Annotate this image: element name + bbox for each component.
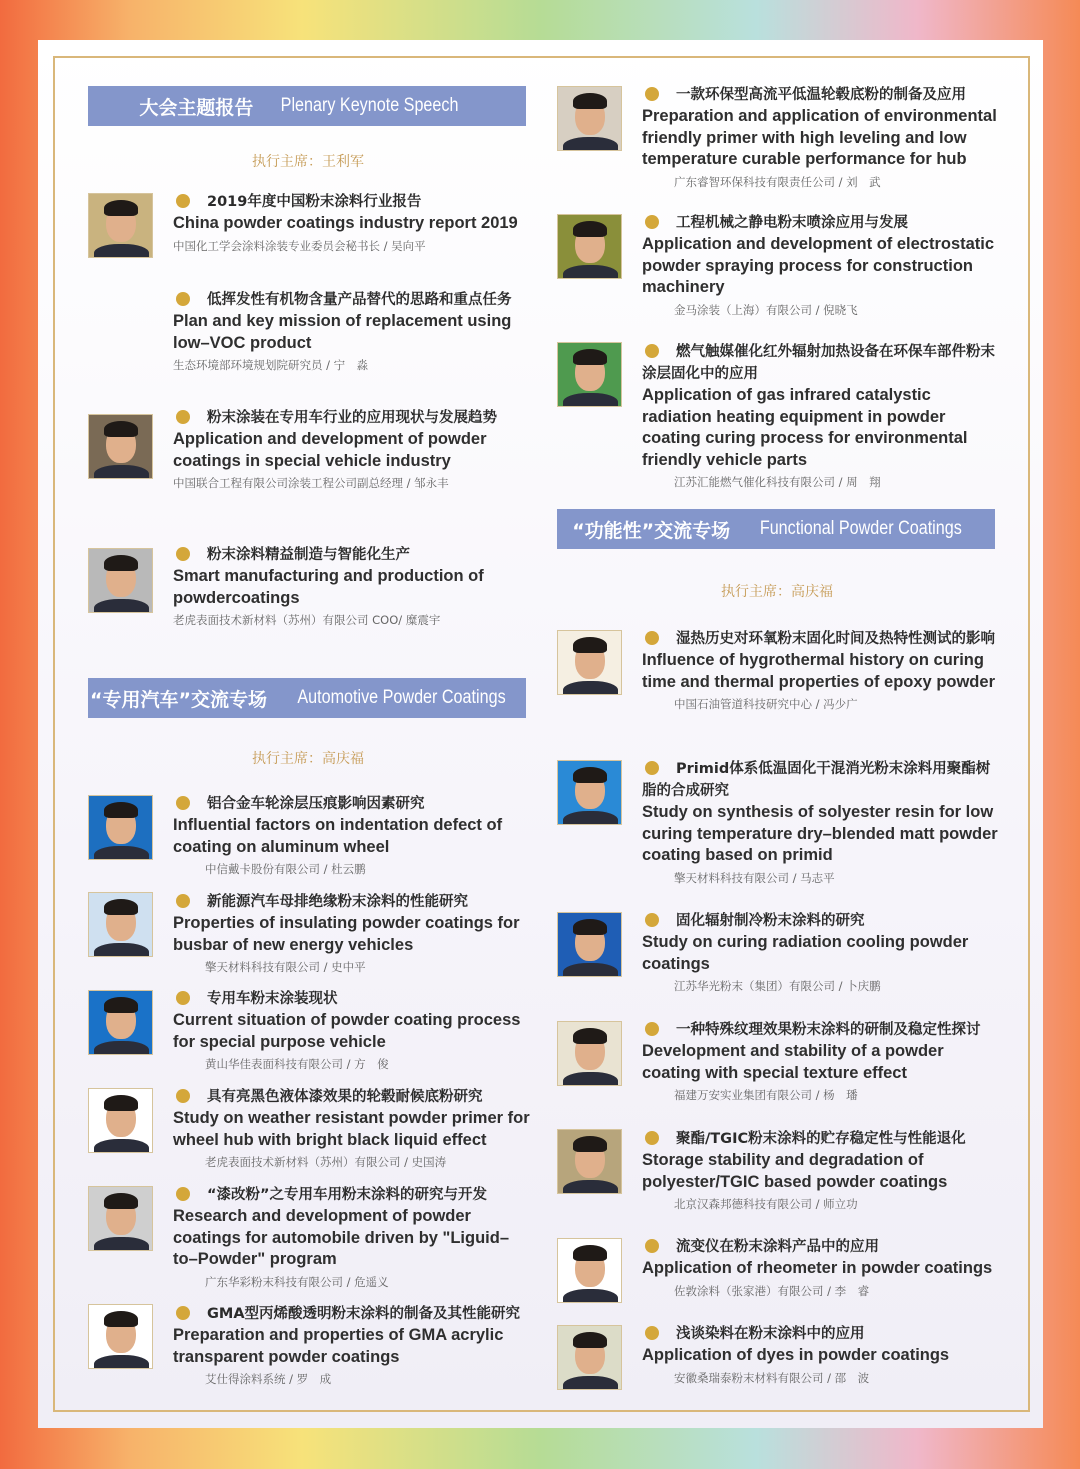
talk-title-cn — [642, 910, 1002, 932]
talk-title-cn — [642, 1019, 1002, 1041]
bullet-icon — [176, 547, 190, 561]
bullet-icon — [176, 410, 190, 424]
talk-title-cn-text: 一种特殊纹理效果粉末涂料的研制及稳定性探讨 — [676, 1022, 981, 1038]
bullet-icon — [176, 894, 190, 908]
speaker-affiliation: 江苏华光粉末（集团）有限公司 / 卜庆鹏 — [674, 979, 881, 993]
bullet-icon — [645, 1239, 659, 1253]
speaker-affiliation: 擎天材料科技有限公司 / 史中平 — [205, 960, 366, 974]
talk-title-cn — [173, 1184, 533, 1206]
speaker-photo — [88, 1088, 153, 1153]
section-title-cn: “功能性”交流专场 — [572, 519, 731, 542]
talk-title-cn — [173, 191, 533, 213]
talk-title-cn — [642, 84, 1002, 106]
bullet-icon — [645, 913, 659, 927]
talk-title-en: Smart manufacturing and production of powdercoatings — [173, 567, 484, 607]
talk-title-cn — [173, 407, 533, 429]
talk-item — [642, 84, 1002, 192]
speaker-affiliation: 金马涂装（上海）有限公司 / 倪晓飞 — [674, 302, 858, 317]
talk-title-en: Application and development of powder coatings in special vehicle industry — [173, 430, 487, 470]
speaker-photo — [88, 892, 153, 957]
speaker-photo — [557, 760, 622, 825]
talk-title-cn-text: 工程机械之静电粉末喷涂应用与发展 — [676, 215, 908, 231]
talk-title-cn — [642, 628, 1002, 650]
bullet-icon — [645, 344, 659, 358]
speaker-photo — [88, 990, 153, 1055]
bullet-icon — [176, 292, 190, 306]
talk-item — [642, 212, 1002, 320]
section-title-en: Functional Powder Coatings — [759, 518, 962, 539]
talk-title-cn-text: 新能源汽车母排绝缘粉末涂料的性能研究 — [207, 894, 468, 910]
speaker-affiliation: 江苏汇能燃气催化科技有限公司 / 周 翔 — [674, 475, 881, 489]
talk-title-cn-text: GMA型丙烯酸透明粉末涂料的制备及其性能研究 — [207, 1306, 521, 1322]
speaker-affiliation: 中国联合工程有限公司涂装工程公司副总经理 / 邹永丰 — [173, 476, 449, 490]
speaker-affiliation: 生态环境部环境规划院研究员 / 宁 淼 — [173, 358, 369, 372]
talk-title-cn-text: 燃气触媒催化红外辐射加热设备在环保车部件粉末涂层固化中的应用 — [642, 344, 995, 382]
talk-title-en: Influential factors on indentation defect of coating on aluminum wheel — [173, 816, 503, 856]
bullet-icon — [176, 796, 190, 810]
talk-title-cn-text: 低挥发性有机物含量产品替代的思路和重点任务 — [207, 292, 512, 308]
section-title-en: Automotive Powder Coatings — [297, 687, 506, 708]
talk-title-en: Application of dyes in powder coatings — [642, 1346, 950, 1364]
speaker-affiliation: 广东华彩粉末科技有限公司 / 危遥义 — [205, 1274, 389, 1289]
talk-item — [173, 544, 533, 630]
talk-title-cn-text: 专用车粉末涂装现状 — [207, 991, 338, 1007]
speaker-affiliation: 安徽桑瑞泰粉末材料有限公司 / 邵 波 — [674, 1370, 870, 1385]
speaker-photo — [88, 1304, 153, 1369]
speaker-affiliation: 福建万安实业集团有限公司 / 杨 璠 — [674, 1088, 858, 1102]
bullet-icon — [176, 1187, 190, 1201]
talk-title-cn — [173, 793, 533, 815]
talk-title-en: Storage stability and degradation of polyester/TGIC based powder coatings — [642, 1151, 948, 1191]
talk-title-cn-text: “漆改粉”之专用车用粉末涂料的研究与开发 — [207, 1187, 488, 1203]
talk-item — [642, 910, 1002, 996]
speaker-photo — [557, 342, 622, 407]
talk-title-cn — [173, 1303, 533, 1325]
talk-item — [173, 793, 533, 879]
talk-title-cn-text: 流变仪在粉末涂料产品中的应用 — [676, 1239, 879, 1255]
section-header-plenary — [88, 86, 526, 126]
talk-title-cn-text: 固化辐射制冷粉末涂料的研究 — [676, 913, 865, 929]
speaker-affiliation: 艾仕得涂料系统 / 罗 成 — [205, 1372, 332, 1386]
talk-title-cn — [173, 289, 533, 311]
talk-title-cn-text: 粉末涂装在专用车行业的应用现状与发展趋势 — [207, 410, 497, 426]
talk-title-cn — [173, 891, 533, 913]
speaker-photo — [88, 193, 153, 258]
speaker-affiliation: 老虎表面技术新材料（苏州）有限公司 COO/ 糜震宇 — [173, 613, 441, 627]
talk-title-en: Current situation of powder coating process for special purpose vehicle — [173, 1011, 521, 1051]
talk-title-cn — [642, 1236, 1002, 1258]
talk-title-cn — [642, 758, 1002, 802]
talk-title-en: China powder coatings industry report 2019 — [173, 214, 518, 232]
speaker-photo — [557, 912, 622, 977]
section-header-functional — [557, 509, 995, 549]
talk-title-cn-text: 具有亮黑色液体漆效果的轮毂耐候底粉研究 — [207, 1089, 483, 1105]
talk-title-en: Application of gas infrared catalystic radiation heating equipment in powder coating curing process for environmental friendly vehicle parts — [642, 386, 968, 469]
talk-title-cn — [642, 341, 1002, 385]
speaker-photo — [88, 1186, 153, 1251]
bullet-icon — [645, 215, 659, 229]
talk-title-cn — [642, 1128, 1002, 1150]
chair-plenary: 执行主席：王利军 — [252, 154, 364, 170]
talk-title-en: Plan and key mission of replacement using low–VOC product — [173, 312, 512, 352]
talk-title-cn-text: 湿热历史对环氧粉末固化时间及热特性测试的影响 — [676, 631, 995, 647]
talk-item — [173, 1184, 533, 1292]
talk-item — [173, 1086, 533, 1172]
talk-title-en: Application of rheometer in powder coatings — [642, 1259, 993, 1277]
talk-title-en: Preparation and properties of GMA acrylic transparent powder coatings — [173, 1326, 504, 1366]
section-title-en: Plenary Keynote Speech — [281, 95, 459, 116]
talk-item — [173, 1303, 533, 1389]
bullet-icon — [645, 87, 659, 101]
talk-title-en: Study on synthesis of solyester resin for low curing temperature dry–blended matt powder coating based on primid — [642, 803, 998, 864]
talk-title-en: Research and development of powder coatings for automobile driven by "Liguid–to–Powder" program — [173, 1207, 510, 1268]
speaker-affiliation: 中国石油管道科技研究中心 / 冯少广 — [674, 697, 858, 711]
speaker-affiliation: 黄山华佳表面科技有限公司 / 方 俊 — [205, 1057, 389, 1071]
section-title-cn: “专用汽车”交流专场 — [90, 688, 267, 711]
speaker-affiliation: 老虎表面技术新材料（苏州）有限公司 / 史国涛 — [205, 1155, 447, 1169]
bullet-icon — [645, 1131, 659, 1145]
speaker-photo — [557, 1325, 622, 1390]
section-header-automotive — [88, 678, 526, 718]
speaker-photo — [557, 1129, 622, 1194]
talk-title-en: Study on weather resistant powder primer for wheel hub with bright black liquid effect — [173, 1109, 530, 1149]
speaker-photo — [557, 1021, 622, 1086]
talk-item — [642, 1128, 1002, 1214]
talk-title-cn — [642, 1323, 1002, 1345]
chair-functional: 执行主席：高庆福 — [721, 584, 833, 600]
talk-title-en: Properties of insulating powder coatings for busbar of new energy vehicles — [173, 914, 520, 954]
bullet-icon — [645, 631, 659, 645]
talk-item — [173, 191, 533, 256]
speaker-affiliation: 中国化工学会涂料涂装专业委员会秘书长 / 吴向平 — [173, 238, 426, 253]
speaker-affiliation: 佐敦涂料（张家港）有限公司 / 李 睿 — [674, 1283, 870, 1298]
talk-item — [642, 1323, 1002, 1388]
speaker-photo — [557, 630, 622, 695]
bullet-icon — [176, 991, 190, 1005]
speaker-photo — [557, 1238, 622, 1303]
talk-item — [173, 407, 533, 493]
talk-title-en: Preparation and application of environmental friendly primer with high leveling and low temperature curable performance for hub — [642, 107, 997, 168]
bullet-icon — [176, 1306, 190, 1320]
talk-title-cn — [642, 212, 1002, 234]
talk-title-en: Application and development of electrostatic powder spraying process for construction machinery — [642, 235, 995, 296]
bullet-icon — [176, 194, 190, 208]
speaker-photo — [88, 548, 153, 613]
talk-title-en: Development and stability of a powder coating with special texture effect — [642, 1042, 944, 1082]
talk-item — [642, 1019, 1002, 1105]
speaker-affiliation: 擎天材料科技有限公司 / 马志平 — [674, 870, 835, 885]
talk-item — [642, 1236, 1002, 1301]
speaker-photo — [557, 214, 622, 279]
speaker-photo — [88, 795, 153, 860]
talk-title-cn-text: Primid体系低温固化干混消光粉末涂料用聚酯树脂的合成研究 — [642, 761, 991, 799]
talk-title-cn — [173, 544, 533, 566]
talk-title-cn-text: 浅谈染料在粉末涂料中的应用 — [676, 1326, 865, 1342]
bullet-icon — [645, 1022, 659, 1036]
speaker-photo — [557, 86, 622, 151]
bullet-icon — [645, 761, 659, 775]
speaker-affiliation: 北京汉森邦德科技有限公司 / 师立功 — [674, 1197, 858, 1211]
speaker-photo — [88, 414, 153, 479]
talk-title-cn — [173, 1086, 533, 1108]
talk-title-cn-text: 铝合金车轮涂层压痕影响因素研究 — [207, 796, 425, 812]
talk-title-cn-text: 一款环保型高流平低温轮毂底粉的制备及应用 — [676, 87, 966, 103]
talk-title-cn-text: 聚酯/TGIC粉末涂料的贮存稳定性与性能退化 — [676, 1131, 966, 1147]
talk-item — [173, 289, 533, 375]
bullet-icon — [645, 1326, 659, 1340]
talk-title-en: Influence of hygrothermal history on curing time and thermal properties of epoxy powder — [642, 651, 995, 691]
talk-title-cn-text: 粉末涂料精益制造与智能化生产 — [207, 547, 410, 563]
chair-automotive: 执行主席：高庆福 — [252, 751, 364, 767]
speaker-affiliation: 中信戴卡股份有限公司 / 杜云鹏 — [205, 862, 366, 876]
speaker-affiliation: 广东睿智环保科技有限责任公司 / 刘 武 — [674, 174, 881, 189]
talk-title-cn-text: 2019年度中国粉末涂料行业报告 — [207, 194, 422, 210]
talk-item — [642, 628, 1002, 714]
talk-title-cn — [173, 988, 533, 1010]
talk-title-en: Study on curing radiation cooling powder coatings — [642, 933, 969, 973]
section-title-cn: 大会主题报告 — [139, 96, 254, 119]
talk-item — [173, 891, 533, 977]
talk-item — [642, 758, 1002, 888]
talk-item — [173, 988, 533, 1074]
bullet-icon — [176, 1089, 190, 1103]
talk-item — [642, 341, 1002, 492]
